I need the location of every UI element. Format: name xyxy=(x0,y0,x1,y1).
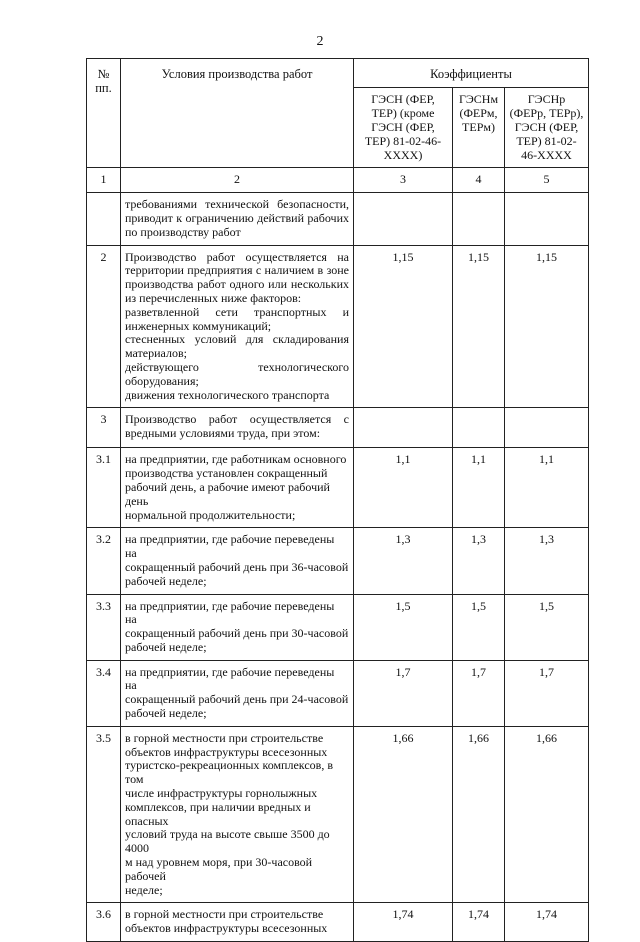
condition-line: числе инфраструктуры горнолыжных xyxy=(125,786,318,801)
condition-line: на предприятии, где рабочие переведены на xyxy=(125,664,335,693)
condition-line: по производству работ xyxy=(125,224,241,239)
row-conditions xyxy=(121,660,354,726)
row-conditions xyxy=(121,245,354,408)
row-number: 3 xyxy=(87,408,121,448)
condition-line: из перечисленных ниже факторов: xyxy=(125,290,302,305)
coef-gesnr: 1,74 xyxy=(505,903,589,942)
coef-gesn: 1,5 xyxy=(354,594,453,660)
condition-line: инженерных коммуникаций; xyxy=(125,318,272,333)
condition-line: вредными условиями труда, при этом: xyxy=(125,426,321,441)
coefficients-table xyxy=(86,58,589,942)
condition-line: на предприятии, где рабочие переведены на xyxy=(125,532,335,561)
column-index: 5 xyxy=(505,168,589,193)
row-number: 3.5 xyxy=(87,726,121,903)
coef-gesnm: 1,1 xyxy=(453,448,505,528)
coef-gesn: 1,7 xyxy=(354,660,453,726)
condition-line: действующего технологического xyxy=(125,359,349,374)
column-index: 2 xyxy=(121,168,354,193)
coef-gesnm: 1,7 xyxy=(453,660,505,726)
condition-line: неделе; xyxy=(125,882,163,897)
condition-line: Производство работ осуществляется на xyxy=(125,249,349,264)
table-row xyxy=(87,193,589,245)
condition-line: на предприятии, где рабочие переведены на xyxy=(125,598,335,627)
coef-gesn: 1,66 xyxy=(354,726,453,903)
coef-gesnm xyxy=(453,408,505,448)
header-gesnm: ГЭСНм (ФЕРм, ТЕРм) xyxy=(453,88,505,168)
row-number: 3.1 xyxy=(87,448,121,528)
page-number: 2 xyxy=(316,34,324,49)
condition-line: объектов инфраструктуры всесезонных xyxy=(125,744,328,759)
coef-gesn: 1,3 xyxy=(354,528,453,594)
coef-gesn: 1,74 xyxy=(354,903,453,942)
condition-line: в горной местности при строительстве xyxy=(125,730,324,745)
coef-gesnm xyxy=(453,193,505,245)
coef-gesnr: 1,3 xyxy=(505,528,589,594)
column-index-row xyxy=(87,168,589,193)
condition-line: комплексов, при наличии вредных и опасных xyxy=(125,799,311,828)
coef-gesnr: 1,7 xyxy=(505,660,589,726)
condition-line: на предприятии, где работникам основного xyxy=(125,452,347,467)
condition-line: производства работ одного или нескольких xyxy=(125,277,349,292)
condition-line: сокращенный рабочий день при 24-часовой xyxy=(125,692,349,707)
column-index: 1 xyxy=(87,168,121,193)
row-number: 3.4 xyxy=(87,660,121,726)
table-row xyxy=(87,245,589,408)
coef-gesnr: 1,66 xyxy=(505,726,589,903)
row-number: 3.2 xyxy=(87,528,121,594)
condition-line: производства установлен сокращенный xyxy=(125,466,328,481)
condition-line: территории предприятия с наличием в зоне xyxy=(125,263,349,278)
condition-line: материалов; xyxy=(125,346,187,361)
condition-line: разветвленной сети транспортных и xyxy=(125,304,349,319)
condition-line: туристско-рекреационных комплексов, в том xyxy=(125,758,333,787)
coef-gesn xyxy=(354,408,453,448)
coef-gesnm: 1,3 xyxy=(453,528,505,594)
condition-line: оборудования; xyxy=(125,373,199,388)
condition-line: движения технологического транспорта xyxy=(125,387,330,402)
header-gesnr: ГЭСНр (ФЕРр, ТЕРр), ГЭСН (ФЕР, ТЕР) 81-02-46-XXXX xyxy=(505,88,589,168)
coef-gesnr: 1,5 xyxy=(505,594,589,660)
coef-gesnr xyxy=(505,193,589,245)
coef-gesn xyxy=(354,193,453,245)
condition-line: приводит к ограничению действий рабочих xyxy=(125,210,349,225)
row-conditions xyxy=(121,903,354,942)
table-row xyxy=(87,726,589,903)
row-conditions xyxy=(121,448,354,528)
condition-line: Производство работ осуществляется с xyxy=(125,412,349,427)
condition-line: рабочей неделе; xyxy=(125,573,207,588)
condition-line: рабочей неделе; xyxy=(125,706,207,721)
condition-line: в горной местности при строительстве xyxy=(125,907,324,922)
header-conditions: Условия производства работ xyxy=(121,59,354,168)
row-number: 3.3 xyxy=(87,594,121,660)
condition-line: м над уровнем моря, при 30-часовой рабочей xyxy=(125,855,313,883)
table-row xyxy=(87,660,589,726)
table-row xyxy=(87,408,589,448)
row-number xyxy=(87,193,121,245)
condition-line: условий труда на высоте свыше 3500 до 4000 xyxy=(125,827,330,856)
row-conditions xyxy=(121,193,354,245)
column-index: 4 xyxy=(453,168,505,193)
condition-line: сокращенный рабочий день при 30-часовой xyxy=(125,626,349,641)
coef-gesnr: 1,1 xyxy=(505,448,589,528)
row-number: 2 xyxy=(87,245,121,408)
coef-gesn: 1,15 xyxy=(354,245,453,408)
row-conditions xyxy=(121,408,354,448)
table-row xyxy=(87,594,589,660)
coef-gesnm: 1,15 xyxy=(453,245,505,408)
coef-gesnr: 1,15 xyxy=(505,245,589,408)
header-gesn: ГЭСН (ФЕР, ТЕР) (кроме ГЭСН (ФЕР, ТЕР) 81-02-46-XXXX) xyxy=(354,88,453,168)
table-row xyxy=(87,903,589,942)
condition-line: нормальной продолжительности; xyxy=(125,507,296,522)
coef-gesnm: 1,74 xyxy=(453,903,505,942)
coef-gesnr xyxy=(505,408,589,448)
condition-line: требованиями технической безопасности, xyxy=(125,197,349,212)
coef-gesn: 1,1 xyxy=(354,448,453,528)
condition-line: сокращенный рабочий день при 36-часовой xyxy=(125,559,349,574)
coef-gesnm: 1,5 xyxy=(453,594,505,660)
table-row xyxy=(87,528,589,594)
column-index: 3 xyxy=(354,168,453,193)
header-coefficients: Коэффициенты xyxy=(354,59,589,88)
row-conditions xyxy=(121,594,354,660)
condition-line: стесненных условий для складирования xyxy=(125,332,349,347)
header-num: № пп. xyxy=(87,59,121,168)
row-conditions xyxy=(121,528,354,594)
condition-line: объектов инфраструктуры всесезонных xyxy=(125,921,328,936)
table-row xyxy=(87,448,589,528)
coef-gesnm: 1,66 xyxy=(453,726,505,903)
row-conditions xyxy=(121,726,354,903)
header-row xyxy=(87,59,589,88)
condition-line: рабочей неделе; xyxy=(125,639,207,654)
condition-line: рабочий день, а рабочие имеют рабочий день xyxy=(125,479,330,508)
row-number: 3.6 xyxy=(87,903,121,942)
